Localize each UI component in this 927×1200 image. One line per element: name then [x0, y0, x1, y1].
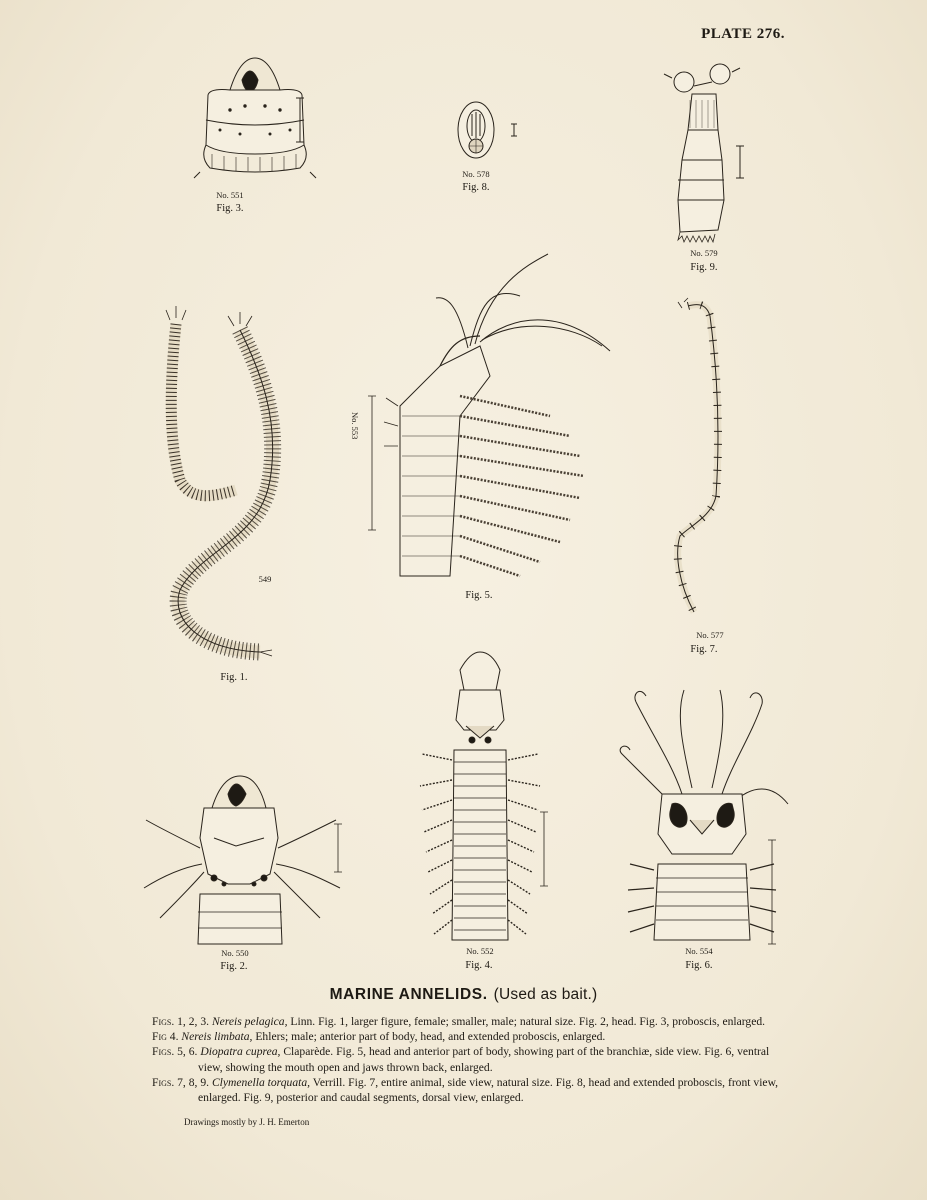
legend-species: Diopatra cuprea,	[200, 1045, 281, 1059]
legend-description: Linn. Fig. 1, larger figure, female; smaller, male; natural size. Fig. 2, head. Fig. 3, proboscis, enlarged.	[287, 1015, 766, 1028]
legend-figure-refs: Figs. 7, 8, 9.	[152, 1075, 210, 1089]
legend-entry	[152, 1014, 792, 1029]
legend-entry	[152, 1029, 792, 1044]
figure-8-illustration	[452, 96, 524, 168]
figure-3-number: No. 551	[216, 190, 244, 200]
figure-9-number: No. 579	[690, 248, 718, 258]
figure-4-label: Fig. 4.	[465, 960, 493, 971]
figure-7-illustration	[650, 296, 750, 636]
legend-entry	[152, 1044, 792, 1074]
legend-species: Nereis limbata,	[181, 1030, 253, 1044]
figure-1-illustration	[140, 300, 310, 670]
figure-8-label: Fig. 8.	[462, 182, 490, 193]
figure-9-illustration	[660, 60, 770, 250]
plate-number: PLATE 276.	[701, 26, 785, 42]
legend-species: Clymenella torquata,	[211, 1075, 311, 1089]
figure-9-label: Fig. 9.	[690, 262, 718, 273]
figure-8-number: No. 578	[462, 169, 490, 179]
figure-4-illustration	[400, 650, 560, 945]
legend-description: Ehlers; male; anterior part of body, head, and extended proboscis, enlarged.	[252, 1030, 606, 1044]
figure-2-label: Fig. 2.	[220, 961, 248, 972]
figure-4-number: No. 552	[466, 946, 494, 956]
figure-1-number: 549	[258, 574, 272, 584]
legend-figure-refs: Figs. 1, 2, 3.	[152, 1015, 210, 1028]
figure-5-label: Fig. 5.	[465, 590, 493, 601]
figure-2-number: No. 550	[221, 948, 249, 958]
figure-2-illustration	[140, 768, 360, 948]
figure-5-number: No. 553	[350, 412, 360, 440]
legend-figure-refs: Fig 4.	[152, 1030, 179, 1044]
plate-title	[0, 986, 927, 1004]
legend-description: Verrill. Fig. 7, entire animal, side view, natural size. Fig. 8, head and extended proboscis, front view, enlarged. Fig. 9, posterior and caudal segments, dorsal view, enlarged.	[198, 1075, 779, 1105]
legend-figure-refs: Figs. 5, 6.	[152, 1045, 198, 1059]
figure-1-label: Fig. 1.	[220, 672, 248, 683]
legend-species: Nereis pelagica,	[211, 1015, 288, 1028]
figure-5-illustration	[340, 246, 620, 591]
figure-3-label: Fig. 3.	[216, 203, 244, 214]
figure-legend	[152, 1014, 792, 1105]
figure-6-illustration	[612, 684, 792, 946]
illustration-credit: Drawings mostly by J. H. Emerton	[184, 1117, 310, 1127]
legend-entry	[152, 1075, 792, 1105]
plate-title-subtitle: (Used as bait.)	[493, 986, 598, 1003]
plate-title-main: MARINE ANNELIDS.	[329, 986, 488, 1003]
figure-6-label: Fig. 6.	[685, 960, 713, 971]
legend-description: Claparède. Fig. 5, head and anterior part of body, showing part of the branchiæ, side view. Fig. 6, ventral view, showing the mouth open and jaws thrown back, enlarged.	[198, 1045, 770, 1074]
figure-3-illustration	[190, 50, 320, 190]
figure-7-label: Fig. 7.	[690, 644, 718, 655]
figure-7-number: No. 577	[696, 630, 724, 640]
figure-6-number: No. 554	[685, 946, 713, 956]
